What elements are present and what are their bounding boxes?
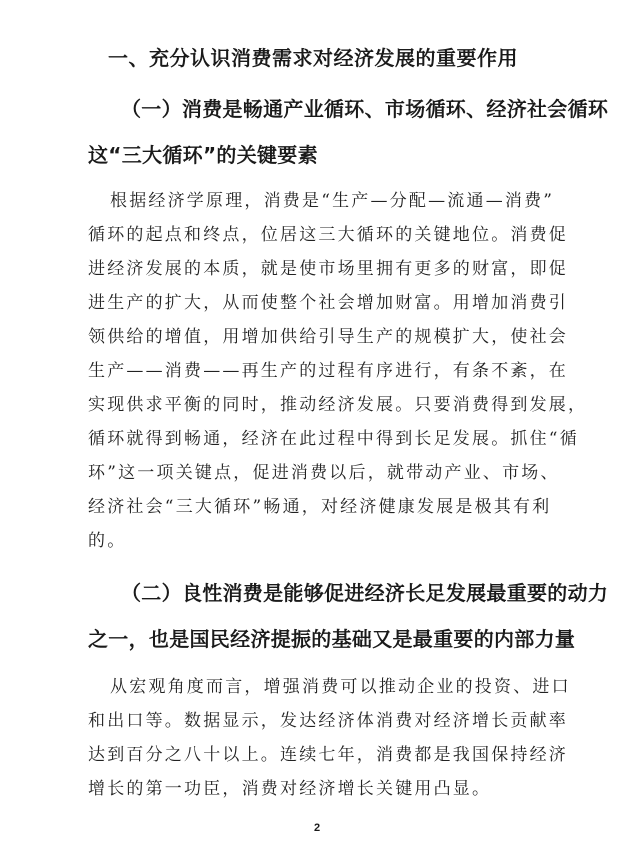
- paragraph-line: 进生产的扩大，从而使整个社会增加财富。用增加消费引: [88, 293, 568, 313]
- paragraph-line: 循环就得到畅通，经济在此过程中得到长足发展。抓住“循: [88, 429, 579, 449]
- section-2-heading-line: 之一，也是国民经济提振的基础又是最重要的内部力量: [88, 627, 576, 651]
- main-heading: 一、充分认识消费需求对经济发展的重要作用: [108, 46, 518, 70]
- paragraph-line: 的。: [88, 531, 127, 551]
- section-1-heading-line: （一）消费是畅通产业循环、市场循环、经济社会循环: [121, 97, 609, 121]
- paragraph-line: 进经济发展的本质，就是使市场里拥有更多的财富，即促: [88, 259, 568, 279]
- section-1-paragraph: [88, 184, 588, 558]
- paragraph-line: 领供给的增值，用增加供给引导生产的规模扩大，使社会: [88, 327, 568, 347]
- paragraph-line: 和出口等。数据显示，发达经济体消费对经济增长贡献率: [88, 711, 568, 731]
- paragraph-line: 从宏观角度而言，增强消费可以推动企业的投资、进口: [110, 677, 571, 697]
- paragraph-line: 实现供求平衡的同时，推动经济发展。只要消费得到发展，: [88, 395, 588, 415]
- section-2-heading-line: （二）良性消费是能够促进经济长足发展最重要的动力: [121, 581, 609, 605]
- paragraph-line: 环”这一项关键点，促进消费以后，就带动产业、市场、: [88, 463, 560, 483]
- paragraph-line: 根据经济学原理，消费是“生产—分配—流通—消费”: [110, 191, 555, 211]
- paragraph-line: 增长的第一功臣，消费对经济增长关键用凸显。: [88, 779, 492, 799]
- paragraph-line: 生产——消费——再生产的过程有序进行，有条不紊，在: [88, 361, 568, 381]
- section-1-heading: [88, 86, 609, 178]
- section-2-paragraph: [88, 670, 571, 806]
- paragraph-line: 经济社会“三大循环”畅通，对经济健康发展是极其有利: [88, 497, 552, 517]
- section-2-heading: [88, 570, 609, 662]
- section-1-heading-line: 这“三大循环”的关键要素: [88, 143, 318, 167]
- page-number: 2: [313, 822, 321, 834]
- paragraph-line: 达到百分之八十以上。连续七年，消费都是我国保持经济: [88, 745, 568, 765]
- paragraph-line: 循环的起点和终点，位居这三大循环的关键地位。消费促: [88, 225, 568, 245]
